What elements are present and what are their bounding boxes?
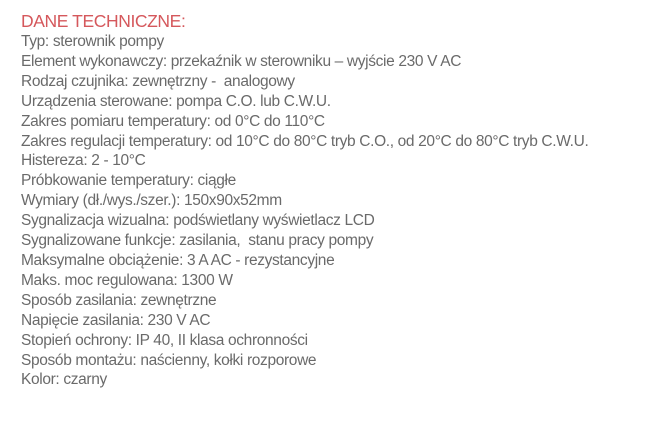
- spec-list: [21, 32, 651, 390]
- spec-line: Napięcie zasilania: 230 V AC: [21, 311, 211, 329]
- spec-line: Sposób zasilania: zewnętrzne: [21, 291, 217, 309]
- technical-data-heading: DANE TECHNICZNE:: [21, 11, 186, 31]
- spec-line: Rodzaj czujnika: zewnętrzny - analogowy: [21, 72, 295, 90]
- spec-line: Sygnalizacja wizualna: podświetlany wyświetlacz LCD: [21, 212, 375, 230]
- spec-line: Kolor: czarny: [21, 371, 107, 389]
- spec-line: Wymiary (dł./wys./szer.): 150x90x52mm: [21, 192, 282, 210]
- spec-line: Maks. moc regulowana: 1300 W: [21, 271, 233, 289]
- spec-line: Element wykonawczy: przekaźnik w sterowniku – wyjście 230 V AC: [21, 52, 462, 70]
- spec-line: Urządzenia sterowane: pompa C.O. lub C.W.U.: [21, 92, 331, 110]
- spec-line: Sposób montażu: naścienny, kołki rozporowe: [21, 351, 317, 369]
- spec-line: Zakres regulacji temperatury: od 10°C do 80°C tryb C.O., od 20°C do 80°C tryb C.W.U.: [21, 132, 589, 150]
- spec-line: Próbkowanie temperatury: ciągłe: [21, 172, 236, 190]
- spec-line: Zakres pomiaru temperatury: od 0°C do 110°C: [21, 112, 325, 130]
- spec-line: Histereza: 2 - 10°C: [21, 152, 146, 170]
- spec-line: Typ: sterownik pompy: [21, 33, 164, 50]
- spec-line: Sygnalizowane funkcje: zasilania, stanu pracy pompy: [21, 232, 374, 250]
- spec-line: Stopień ochrony: IP 40, II klasa ochronności: [21, 331, 308, 349]
- spec-line: Maksymalne obciążenie: 3 A AC - rezystancyjne: [21, 251, 335, 269]
